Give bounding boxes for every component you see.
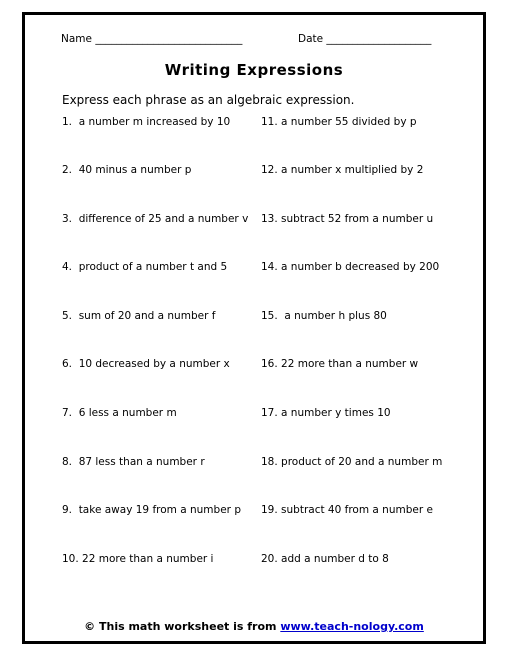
problem-16: 16. 22 more than a number w — [261, 358, 419, 370]
problem-14: 14. a number b decreased by 200 — [261, 261, 440, 273]
problem-2: 2. 40 minus a number p — [62, 164, 192, 176]
problem-15: 15. a number h plus 80 — [261, 310, 387, 322]
problem-5: 5. sum of 20 and a number f — [62, 310, 216, 322]
date-field-label: Date ____________________ — [298, 33, 432, 45]
problem-17: 17. a number y times 10 — [261, 407, 391, 419]
worksheet-title: Writing Expressions — [164, 61, 344, 79]
problem-11: 11. a number 55 divided by p — [261, 116, 417, 128]
problem-7: 7. 6 less a number m — [62, 407, 177, 419]
problem-1: 1. a number m increased by 10 — [62, 116, 231, 128]
problem-10: 10. 22 more than a number i — [62, 553, 214, 565]
footer-credit — [25, 620, 483, 633]
problem-8: 8. 87 less than a number r — [62, 456, 205, 468]
problem-18: 18. product of 20 and a number m — [261, 456, 443, 468]
worksheet-border — [22, 12, 486, 644]
instructions: Express each phrase as an algebraic expression. — [62, 93, 355, 107]
problem-6: 6. 10 decreased by a number x — [62, 358, 230, 370]
problem-19: 19. subtract 40 from a number e — [261, 504, 433, 516]
problem-13: 13. subtract 52 from a number u — [261, 213, 434, 225]
problem-4: 4. product of a number t and 5 — [62, 261, 228, 273]
problem-20: 20. add a number d to 8 — [261, 553, 389, 565]
problem-12: 12. a number x multiplied by 2 — [261, 164, 424, 176]
problem-9: 9. take away 19 from a number p — [62, 504, 241, 516]
teach-nology-link[interactable]: www.teach-nology.com — [280, 620, 424, 633]
name-field-label: Name ____________________________ — [61, 33, 243, 45]
footer-text: © This math worksheet is from — [84, 620, 281, 633]
problem-3: 3. difference of 25 and a number v — [62, 213, 249, 225]
